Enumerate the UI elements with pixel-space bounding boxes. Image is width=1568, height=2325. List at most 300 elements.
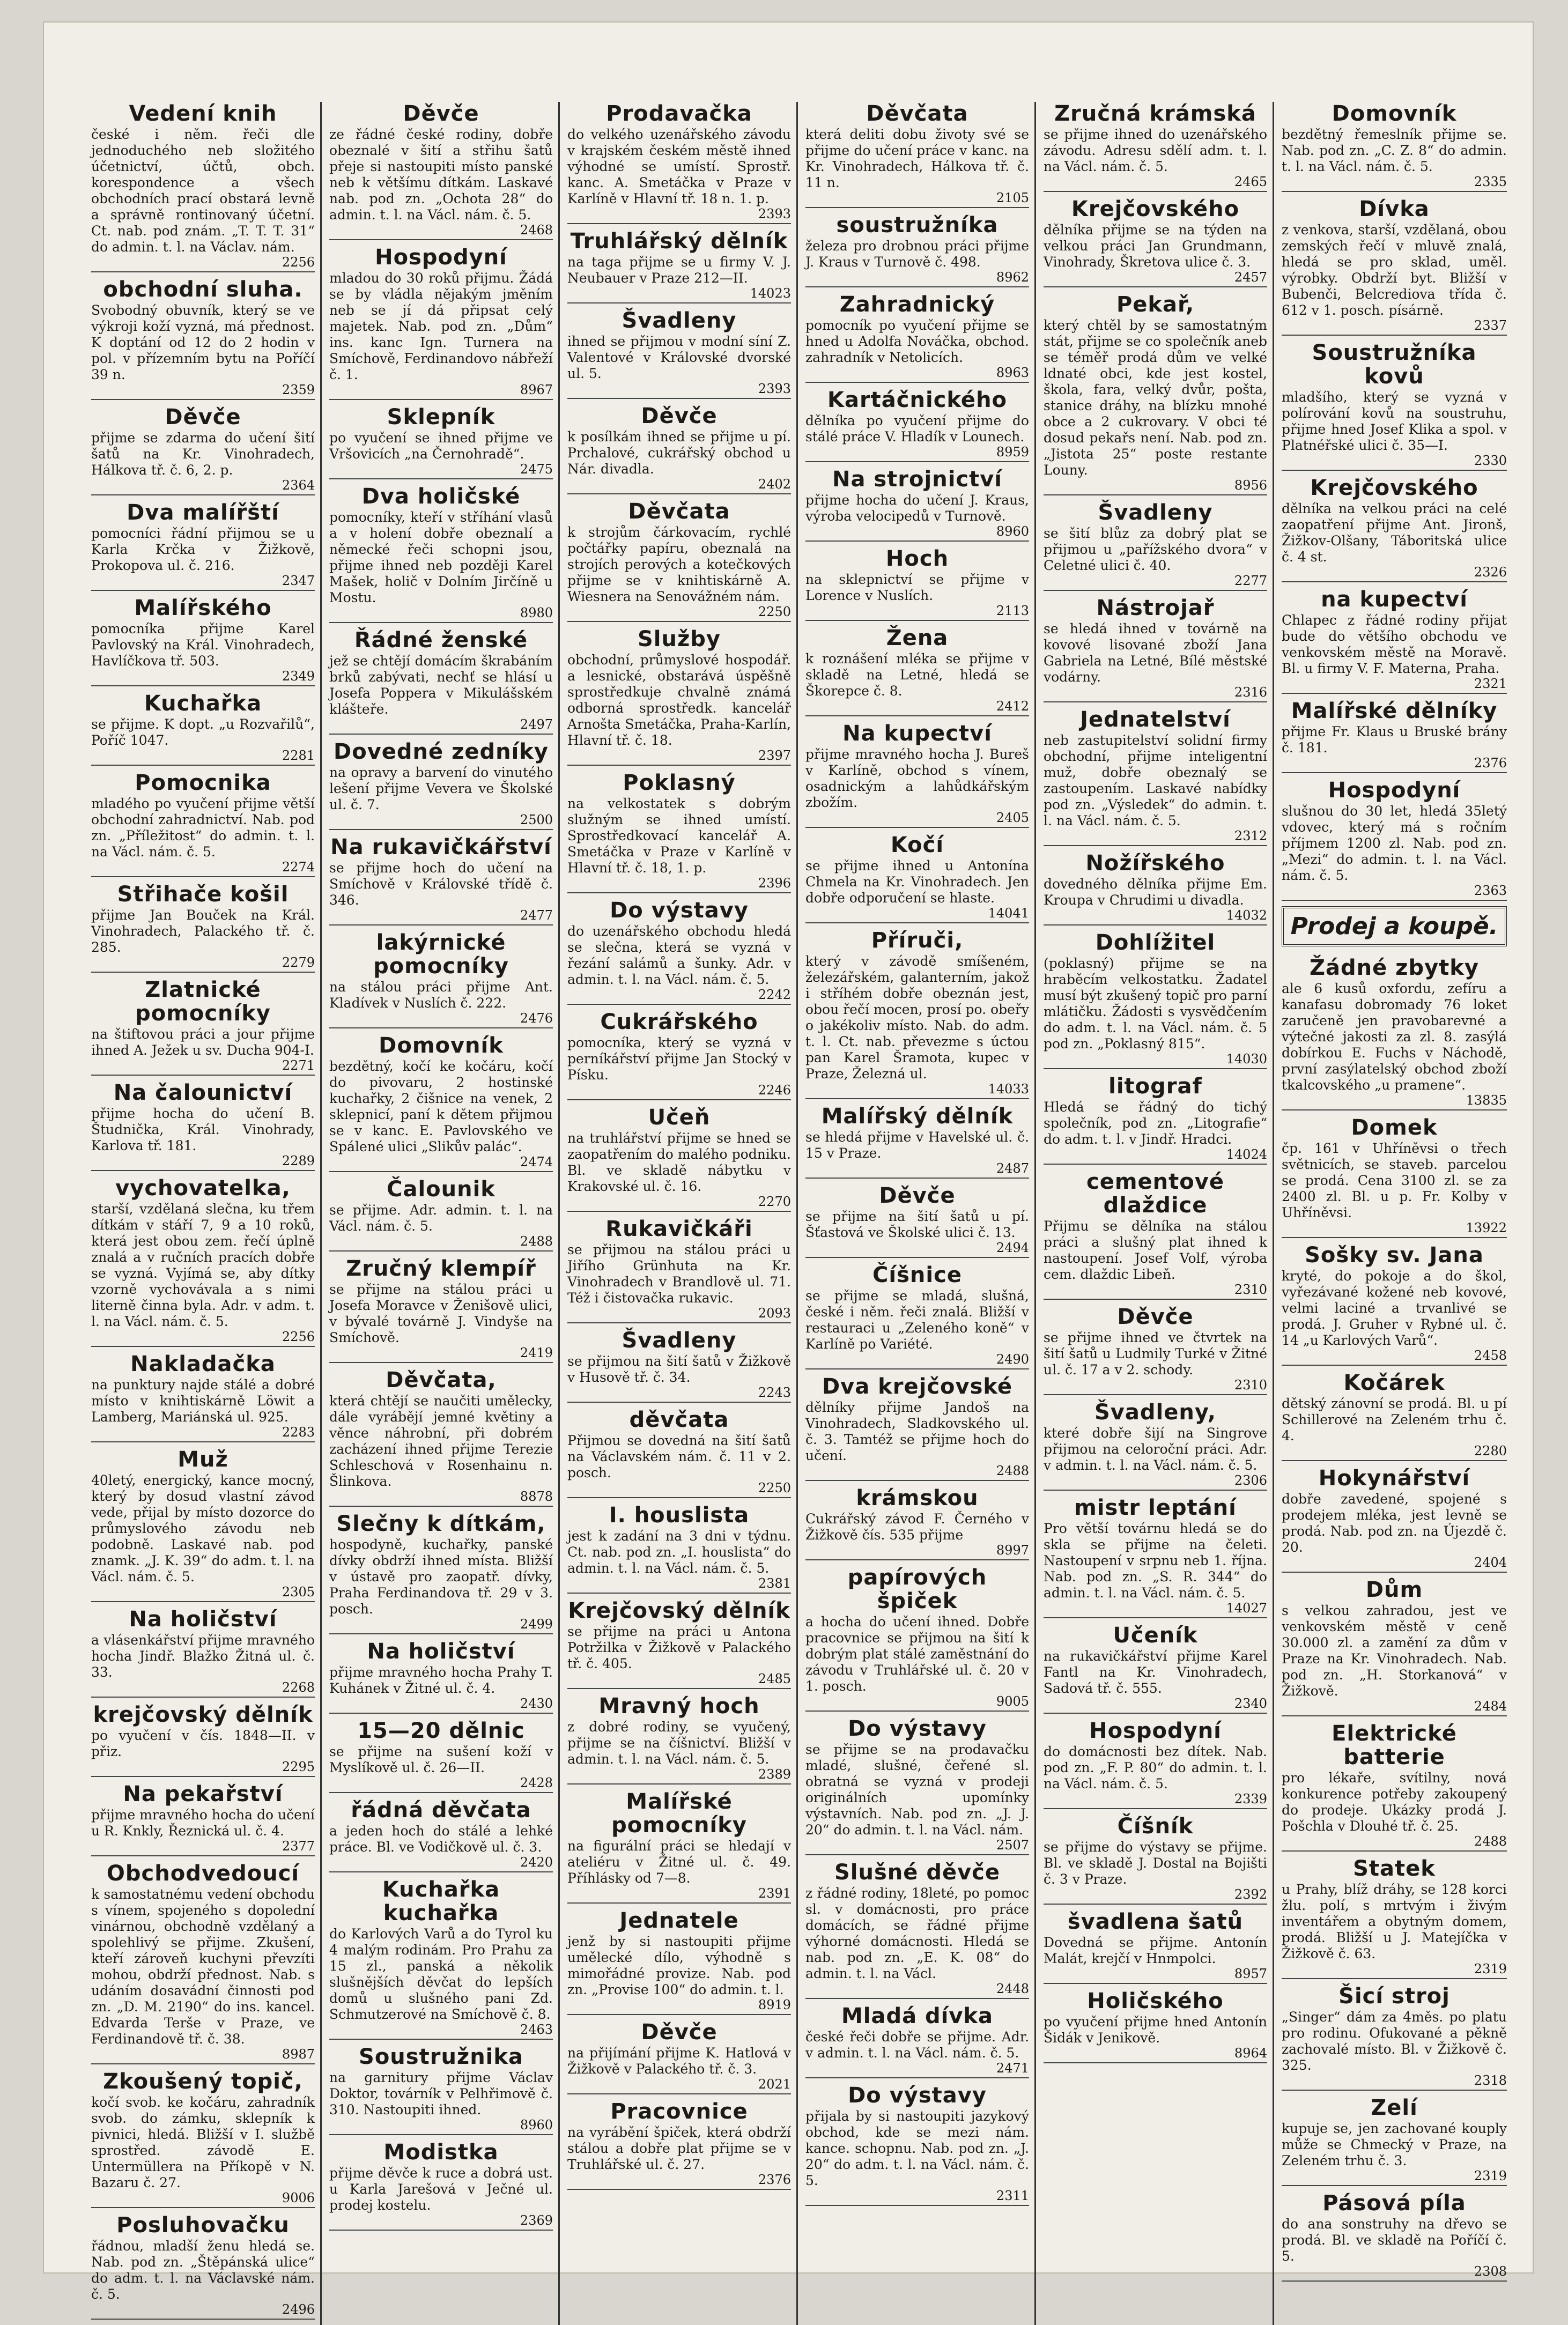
ad-number: 2392 <box>1234 1887 1267 1902</box>
ad-text: které dobře šijí na Singrove přijmou na celoroční práci. Adr. v admin. t. l. na Václ. nám. č. 5. <box>1044 1425 1267 1473</box>
column-5 <box>1044 102 1274 2325</box>
classified-ad <box>91 405 315 495</box>
ad-title: Cukrářského <box>600 1010 758 1034</box>
ad-title: Krejčovský dělník <box>568 1598 790 1623</box>
classified-ad <box>91 596 315 686</box>
ad-number: 2363 <box>1474 883 1507 898</box>
ad-title: vychovatelka, <box>115 1176 291 1201</box>
ad-text: 40letý, energický, kance mocný, který by dosud vlastní závod vede, přijal by místo dozorce do průmyslového závodu neb podobně. Laskavé nab. pod znamk. „J. K. 39“ do adm. t. l. na Václ. nám. č. 5. <box>91 1472 315 1584</box>
ad-text: pomocníky, kteří v stříhání vlasů a v holení dobře obeznalí a německé řeči schopni jsou, přijme ihned neb později Karel Mašek, holič v Dolním Jirčíně u Mostu. <box>329 509 553 605</box>
ad-text: železa pro drobnou práci přijme J. Kraus v Turnově č. 498. <box>805 238 1029 270</box>
ad-text: přijme mravného hocha J. Bureš v Karlíně, obchod s vínem, osadnickým a lahůdkářským zbožím. <box>805 746 1029 810</box>
ad-title: Soustružníka kovů <box>1312 340 1477 389</box>
ad-title: Domek <box>1351 1115 1438 1140</box>
classified-ad <box>91 1782 315 1856</box>
ad-title: Šicí stroj <box>1338 1984 1450 2009</box>
ad-title: Děvče <box>165 405 241 430</box>
ad-number: 2281 <box>282 748 315 763</box>
ad-title: Jednatelství <box>1080 707 1231 732</box>
ad-number: 8980 <box>520 605 553 620</box>
ad-title: Hokynářství <box>1318 1466 1470 1491</box>
ad-number: 2500 <box>520 812 553 827</box>
classified-ad <box>805 722 1029 828</box>
classified-ad <box>805 929 1029 1099</box>
classified-ad <box>567 2020 791 2094</box>
ad-text: Cukrářský závod F. Černého v Žižkově čís. 535 přijme <box>805 1511 1029 1543</box>
ad-title: na kupectví <box>1321 587 1468 612</box>
ad-text: ze řádné české rodiny, dobře obeznalé v šití a střihu šatů přeje si nastoupiti místo panské neb k většímu dítkám. Laskavé nab. pod zn. „Ochota 28“ do admin. t. l. na Václ. nám. č. 5. <box>329 127 553 223</box>
classified-ad <box>1282 102 1507 192</box>
ad-number: 2420 <box>520 1855 553 1870</box>
ad-title: Pekař, <box>1116 292 1195 317</box>
ad-number: 2359 <box>282 382 315 397</box>
ad-title: Střihače košil <box>117 882 289 907</box>
classified-ad <box>91 978 315 1076</box>
ad-title: Děvčata, <box>386 1368 497 1393</box>
classified-ad <box>567 2100 791 2190</box>
ad-text: slušnou do 30 let, hledá 35letý vdovec, který má s ročním příjmem 1200 zl. Nab. pod zn. „Mezi“ do admin. t. l. na Václ. nám. č. 5. <box>1282 803 1507 883</box>
ad-text: pomocník po vyučení přijme se hned u Adolfa Nováčka, obchod. zahradník v Netolicích. <box>805 317 1029 365</box>
ad-number: 2397 <box>758 748 791 763</box>
column-4 <box>805 102 1036 2325</box>
ad-title: Dovedné zedníky <box>334 739 549 764</box>
classified-ad <box>329 1798 553 1872</box>
ad-title: Krejčovského <box>1310 476 1478 500</box>
ad-number: 8997 <box>996 1543 1029 1558</box>
classified-ad <box>1044 708 1267 846</box>
column-3 <box>567 102 798 2325</box>
ad-text: dělníka přijme se na týden na velkou práci Jan Grundmann, Vinohrady, Škretova ulice č. 3. <box>1044 222 1267 270</box>
ad-title: Malířský dělník <box>821 1104 1014 1129</box>
ad-title: Statek <box>1353 1856 1436 1881</box>
classified-ad <box>91 1081 315 1171</box>
ad-title: Malířského <box>134 596 272 620</box>
ad-title: Na pekařství <box>123 1782 283 1806</box>
ad-text: dělníka na velkou práci na celé zaopatření přijme Ant. Jironš, Žižkov-Olšany, Táboritská ulice č. 4 st. <box>1282 501 1507 565</box>
ad-number: 2419 <box>520 1345 553 1360</box>
classified-ad <box>567 1329 791 1403</box>
classified-ad <box>1282 476 1507 582</box>
ad-text: na vyrábění špiček, která obdrží stálou a dobře plat přijme se v Truhlářské ul. č. 27. <box>567 2124 791 2172</box>
ad-text: a hocha do učení ihned. Dobře pracovnice se přijmou na šití k dobrým plat stálé zaměstnání do závodu v Truhlářské ul. č. 20 v 1. posch. <box>805 1614 1029 1694</box>
classified-ad <box>1282 956 1507 1110</box>
ad-text: mladého po vyučení přijme větší obchodní zahradnictví. Nab. pod zn. „Příležitost“ do admin. t. l. na Václ. nám. č. 5. <box>91 796 315 860</box>
classified-ad <box>567 1790 791 1904</box>
ad-title: papírových špiček <box>847 1565 987 1613</box>
ad-text: přijme mravného hocha do učení u R. Knkly, Řeznická ul. č. 4. <box>91 1807 315 1839</box>
ad-number: 2310 <box>1234 1282 1267 1297</box>
ad-number: 2274 <box>282 860 315 875</box>
ad-number: 2499 <box>520 1617 553 1632</box>
classified-ad <box>1282 1243 1507 1366</box>
classified-ad <box>567 1694 791 1785</box>
ad-text: k roznášení mléka se přijme v skladě na Letné, hledá se Škorepce č. 8. <box>805 651 1029 699</box>
ad-number: 2340 <box>1234 1696 1267 1711</box>
classified-ad <box>1044 1910 1267 1984</box>
classified-ad <box>567 1217 791 1323</box>
ad-text: se hledá přijme v Havelské ul. č. 15 v Praze. <box>805 1129 1029 1161</box>
sale-section-banner: Prodej a koupě. <box>1282 906 1507 946</box>
ad-number: 14030 <box>1226 1052 1267 1067</box>
classified-ad <box>1044 931 1267 1069</box>
ad-title: Na holičství <box>367 1639 515 1664</box>
classified-ad <box>91 771 315 877</box>
ad-number: 2310 <box>1234 1378 1267 1393</box>
classified-ad <box>567 1408 791 1498</box>
ad-text: se přijme na práci u Antona Potržilka v Žižkově v Palackého tř. č. 405. <box>567 1624 791 1671</box>
classified-ad <box>805 2084 1029 2206</box>
classified-ad <box>329 1178 553 1252</box>
classified-ad <box>329 1719 553 1793</box>
ad-title: Kuchařka kuchařka <box>382 1877 500 1926</box>
ad-title: Modistka <box>383 2140 499 2165</box>
classified-ad <box>1044 1401 1267 1491</box>
ad-text: se přijme ihned do uzenářského závodu. Adresu sdělí adm. t. l. na Václ. nám. č. 5. <box>1044 127 1267 174</box>
classified-ad <box>329 2045 553 2135</box>
ad-number: 8919 <box>758 1997 791 2012</box>
ad-text: se přijmou na šití šatů v Žižkově v Husově tř. č. 34. <box>567 1353 791 1385</box>
classified-ad <box>805 1375 1029 1481</box>
ad-number: 9005 <box>996 1694 1029 1709</box>
ad-title: Na holičství <box>129 1607 277 1632</box>
ad-title: lakýrnické pomocníky <box>373 930 509 979</box>
ad-number: 2477 <box>520 908 553 923</box>
ad-number: 2105 <box>996 190 1029 205</box>
classified-ad <box>91 1608 315 1698</box>
ad-text: po vyučení se ihned přijme ve Vršovicích „na Černohradě“. <box>329 430 553 462</box>
ad-number: 14024 <box>1226 1147 1267 1162</box>
classified-ad <box>1044 1989 1267 2063</box>
ad-number: 2242 <box>758 987 791 1002</box>
ad-text: Svobodný obuvník, který se ve výkroji koží vyzná, má přednost. K doptání od 12 do 2 hodin v pol. v přízemním bytu na Poříčí 39 n. <box>91 302 315 382</box>
ad-number: 2393 <box>758 206 791 221</box>
ad-text: do ana sonstruhy na dřevo se prodá. Bl. ve skladě na Poříčí č. 5. <box>1282 2216 1507 2264</box>
ad-number: 2339 <box>1234 1791 1267 1806</box>
ad-text: jenž by si nastoupiti přijme umělecké dílo, výhodně s mimořádné provize. Nab. pod zn. „Provise 100“ do admin. t. l. <box>567 1934 791 1997</box>
ad-number: 2330 <box>1474 453 1507 468</box>
ad-number: 2402 <box>758 477 791 492</box>
ad-number: 2326 <box>1474 565 1507 580</box>
ad-title: I. houslista <box>609 1503 750 1528</box>
ad-title: Služby <box>638 627 721 651</box>
ad-title: Děvčata <box>866 101 968 126</box>
ad-text: české řeči dobře se přijme. Adr. v admin. t. l. na Václ. nám. č. 5. <box>805 2029 1029 2061</box>
classified-ad <box>1282 1985 1507 2091</box>
ad-title: litograf <box>1108 1074 1202 1099</box>
ad-text: mladou do 30 roků přijmu. Žádá se by vládla nějakým jměním neb se jí dá připsat celý majetek. Nab. pod zn. „Dům“ ins. kanc Ign. Turnera na Smíchově, Ferdinandovo nábřeží č. 1. <box>329 270 553 382</box>
classified-ad <box>1044 596 1267 702</box>
classified-ad <box>1044 851 1267 925</box>
ad-number: 2475 <box>520 462 553 477</box>
classified-ad <box>1044 197 1267 287</box>
ad-number: 2391 <box>758 1886 791 1901</box>
ad-text: z řádné rodiny, 18leté, po pomoc sl. v domácnosti, pro práce domácích, se řádné přijme výhorné domácnosti. Hledá se nab. pod zn. „E. K. 08“ do admin. t. l. na Václ. <box>805 1885 1029 1981</box>
ad-text: na garnitury přijme Václav Doktor, továrník v Pelhřimově č. 310. Nastoupiti ihned. <box>329 2070 553 2117</box>
ad-title: Děvče <box>641 404 718 428</box>
ad-number: 14023 <box>750 286 791 301</box>
ad-text: s velkou zahradou, jest ve venkovském městě v ceně 30.000 zl. a zamění za dům v Praze na Kr. Vinohradech. Nab. pod zn. „H. Storkanová“ v Žižkově. <box>1282 1603 1507 1699</box>
classified-ad <box>91 1176 315 1347</box>
classified-ad <box>1044 1170 1267 1300</box>
ad-number: 2488 <box>1474 1834 1507 1849</box>
ad-title: Na rukavičkářství <box>330 835 552 860</box>
ad-number: 2256 <box>282 1329 315 1344</box>
ad-title: Dívka <box>1359 197 1430 221</box>
classified-ad <box>1044 1719 1267 1809</box>
ad-title: Na strojnictví <box>832 467 1003 492</box>
ad-text: který v závodě smíšeném, železářském, galanterním, jakož i stříhém dobře obeznán jest, obou řečí mocen, prosí po. obeřy o jakékoliv místo. Nab. do adm. t. l. Ct. nab. převezme s úctou pan Karel Šramota, kupec v Praze, Železná ul. <box>805 953 1029 1082</box>
classified-ad <box>567 627 791 766</box>
ad-number: 9006 <box>282 2190 315 2205</box>
ad-title: Nožířského <box>1085 851 1225 876</box>
ad-title: Hospodyní <box>1328 778 1461 803</box>
ad-number: 2488 <box>996 1463 1029 1478</box>
ad-text: se přijme ihned ve čtvrtek na šití šatů u Ludmily Turké v Žitné ul. č. 17 a v 2. schody. <box>1044 1330 1267 1378</box>
ad-title: cementové dlaždice <box>1086 1169 1224 1218</box>
ad-text: mladšího, který se vyzná v polírování kovů na soustruhu, přijme hned Josef Klika a spol. v Platnéřské ulici č. 35—I. <box>1282 389 1507 453</box>
ad-number: 8967 <box>520 382 553 397</box>
ad-number: 2311 <box>996 2188 1029 2203</box>
classified-ad <box>805 1861 1029 1999</box>
ad-number: 2268 <box>282 1680 315 1695</box>
ad-title: Dům <box>1365 1578 1423 1602</box>
ad-text: Chlapec z řádné rodiny přijat bude do většího obchodu ve venkovském městě na Moravě. Bl. u firmy V. F. Materna, Praha. <box>1282 612 1507 676</box>
ad-number: 2280 <box>1474 1443 1507 1458</box>
ad-title: Kuchařka <box>144 691 262 716</box>
classified-ad <box>805 1486 1029 1560</box>
ad-number: 2448 <box>996 1981 1029 1996</box>
ad-title: Pracovnice <box>610 2099 748 2124</box>
ad-number: 2319 <box>1474 1961 1507 1976</box>
ad-number: 2488 <box>520 1234 553 1249</box>
ad-text: čp. 161 v Uhříněvsi o třech světnicích, se staveb. parcelou se prodá. Cena 3100 zl. se za 2400 zl. Bl. u p. Fr. Kolby v Uhříněvsi. <box>1282 1141 1507 1220</box>
classified-ad <box>329 102 553 240</box>
ad-text: se přijme hoch do učení na Smíchově v Královské třídě č. 346. <box>329 860 553 908</box>
ad-title: Žádné zbytky <box>1310 956 1479 980</box>
classified-ad <box>1044 501 1267 591</box>
classified-ad <box>329 1034 553 1172</box>
ad-number: 2485 <box>758 1671 791 1686</box>
ad-title: Zručný klempíř <box>346 1256 536 1281</box>
ad-number: 8960 <box>996 524 1029 539</box>
ad-number: 2487 <box>996 1161 1029 1176</box>
ad-text: se přijme se na prodavačku mladé, slušné, čeřené sl. obratná se vyzná v prodeji originálních upomínky výstavních. Nab. pod zn. „J. J. 20“ do admin. t. l. na Václ. nám. <box>805 1742 1029 1838</box>
ad-title: Číšník <box>1117 1814 1194 1839</box>
ad-number: 2507 <box>996 1838 1029 1853</box>
classified-ad <box>1282 779 1507 901</box>
classified-ad <box>91 883 315 973</box>
classified-ad <box>329 1512 553 1634</box>
ad-number: 2484 <box>1474 1699 1507 1714</box>
classified-ad <box>329 1878 553 2040</box>
ad-title: Děvče <box>1117 1305 1194 1329</box>
ad-title: Děvče <box>403 101 479 126</box>
classified-ad <box>1044 293 1267 495</box>
ad-text: na velkostatek s dobrým služným se ihned umístí. Sprostředkovací kancelář A. Smetáčka v Praze v Karlíně v Hlavní tř. č. 18, 1. p. <box>567 796 791 876</box>
classified-ad <box>805 1184 1029 1258</box>
classified-ad <box>1044 1815 1267 1905</box>
ad-title: Vedení knih <box>129 101 277 126</box>
ad-number: 2381 <box>758 1576 791 1591</box>
classified-ad <box>329 2141 553 2231</box>
ad-number: 2312 <box>1234 828 1267 843</box>
classified-ad <box>329 835 553 925</box>
ad-text: přijala by si nastoupiti jazykový obchod, kde se mezi nám. kance. schopnu. Nab. pod zn. „J. 20“ do adm. t. l. na Václ. nám. č. 5. <box>805 2108 1029 2188</box>
ad-text: do domácnosti bez dítek. Nab. pod zn. „F. P. 80“ do admin. t. l. na Václ. nám. č. 5. <box>1044 1744 1267 1791</box>
ad-number: 2318 <box>1474 2073 1507 2088</box>
ad-text: a vlásenkářství přijme mravného hocha Jindř. Blažko Žitná ul. č. 33. <box>91 1632 315 1680</box>
ad-text: Přijmou se dovedná na šití šatů na Václavském nám. č. 11 v 2. posch. <box>567 1433 791 1480</box>
ad-text: se přijme na sušení koží v Myslíkově ul. č. 26—II. <box>329 1744 553 1775</box>
ad-number: 2335 <box>1474 174 1507 189</box>
ad-number: 2243 <box>758 1385 791 1400</box>
ad-title: Domovník <box>1332 101 1457 126</box>
ad-title: Švadleny <box>622 308 737 333</box>
ad-number: 14041 <box>988 906 1029 921</box>
classified-ad <box>805 833 1029 923</box>
ad-number: 2349 <box>282 669 315 684</box>
ad-title: Mravný hoch <box>598 1694 760 1719</box>
classified-ad <box>1282 699 1507 773</box>
ad-text: Hledá se řádný do tichý společník, pod zn. „Litografie“ do adm. t. l. v Jindř. Hradci. <box>1044 1099 1267 1147</box>
ad-title: Kočí <box>890 833 944 857</box>
ad-title: Učeník <box>1113 1623 1198 1648</box>
classified-ad <box>1282 197 1507 336</box>
ad-title: Dva krejčovské <box>822 1374 1013 1399</box>
ad-title: Nakladačka <box>130 1352 276 1376</box>
ad-title: Děvčata <box>628 499 730 524</box>
classified-ad <box>567 229 791 303</box>
newspaper-page <box>43 21 1534 2317</box>
ad-title: Posluhovačku <box>116 2213 290 2238</box>
ad-title: Prodavačka <box>606 101 752 126</box>
classified-ad <box>805 1105 1029 1179</box>
classified-ad <box>91 1862 315 2064</box>
ad-number: 2497 <box>520 717 553 732</box>
ad-title: Na kupectví <box>842 721 992 746</box>
ad-number: 2246 <box>758 1083 791 1098</box>
ad-number: 2113 <box>996 603 1029 618</box>
ad-text: po vyučení přijme hned Antonín Šidák v Jenikově. <box>1044 2014 1267 2046</box>
ad-title: Zelí <box>1371 2096 1418 2120</box>
ad-title: Malířské dělníky <box>1291 699 1498 723</box>
ad-number: 2376 <box>1474 756 1507 771</box>
ad-text: pomocníka přijme Karel Pavlovský na Král. Vinohradech, Havlíčkova tř. 503. <box>91 621 315 669</box>
ad-text: přijme Jan Bouček na Král. Vinohradech, Palackého tř. č. 285. <box>91 907 315 955</box>
ad-text: k posílkám ihned se přijme u pí. Prchalové, cukrářský obchod u Nár. divadla. <box>567 429 791 477</box>
ad-text: přijme mravného hocha Prahy T. Kuhánek v Žitné ul. č. 4. <box>329 1664 553 1696</box>
ad-title: Slušné děvče <box>834 1860 1000 1885</box>
ad-number: 2021 <box>758 2077 791 2092</box>
classified-ad <box>91 692 315 766</box>
ad-number: 2404 <box>1474 1555 1507 1570</box>
ad-text: se hledá ihned v továrně na kovové lisované zboží Jana Gabriela na Letné, Bílé městské vodárny. <box>1044 621 1267 685</box>
classified-ad <box>1282 341 1507 471</box>
ad-title: Holičského <box>1087 1989 1224 2013</box>
ad-text: k samostatnému vedení obchodu s vínem, spojeného s dopolední vinárnou, obchodně vzdělaný a spolehlivý se přijme. Zkušení, kteří zároveň kuchyni převzíti mohou, obdrží přednost. Nab. s udáním dosavádní činnosti pod zn. „D. M. 2190“ do ins. kancel. Edvarda Terše v Praze, ve Ferdinandově tř. č. 38. <box>91 1886 315 2047</box>
classified-ad <box>805 468 1029 542</box>
ad-number: 2364 <box>282 478 315 493</box>
classified-ad <box>1044 1496 1267 1618</box>
ad-text: bezdětný, kočí ke kočáru, kočí do pivovaru, 2 hostinské kuchařky, 2 čišnice na venek, 2 sklepnicí, paní k dětem přijmou se v kanc. E. Pavlovského ve Spálené ulici „Slikův palác“. <box>329 1058 553 1154</box>
classified-ad <box>805 2004 1029 2078</box>
ad-title: řádná děvčata <box>351 1798 531 1823</box>
ad-text: obchodní, průmyslové hospodář. a lesnické, obstarává úspěšně sprostředkuje chvalně známá odborná sprostředk. kancelář Arnošta Smetáčka, Praha-Karlín, Hlavní tř. č. 18. <box>567 652 791 748</box>
ad-text: z dobré rodiny, se vyučený, přijme se na číšnictví. Bližší v admin. t. l. na Václ. nám. č. 5. <box>567 1719 791 1767</box>
classified-ad <box>1044 1075 1267 1165</box>
classified-ad <box>329 740 553 830</box>
ad-number: 2289 <box>282 1153 315 1168</box>
ad-title: Do výstavy <box>610 898 749 923</box>
classified-ad <box>567 102 791 224</box>
ad-text: na truhlářství přijme se hned se zaopatřením do malého podniku. Bl. ve skladě nábytku v Krakovské ul. č. 16. <box>567 1130 791 1194</box>
ad-text: přijme hocha do učení B. Študnička, Král. Vinohrady, Karlova tř. 181. <box>91 1106 315 1153</box>
classified-ad <box>1282 1116 1507 1238</box>
classified-ad <box>91 1448 315 1602</box>
classified-ad <box>567 500 791 622</box>
ad-number: 2305 <box>282 1584 315 1600</box>
ad-number: 2430 <box>520 1696 553 1711</box>
ad-text: Dovedná se přijme. Antonín Malát, krejčí v Hnmpolci. <box>1044 1935 1267 1966</box>
ad-title: Děvče <box>641 2020 718 2045</box>
ad-number: 2337 <box>1474 318 1507 333</box>
ad-text: přijme děvče k ruce a dobrá ust. u Karla Jarešová v Ječné ul. prodej kostelu. <box>329 2165 553 2213</box>
classified-ad <box>1282 1371 1507 1461</box>
ad-number: 2412 <box>996 699 1029 714</box>
ad-title: Učeň <box>648 1105 711 1130</box>
ad-title: 15—20 dělnic <box>357 1719 525 1743</box>
ad-number: 2463 <box>520 2022 553 2037</box>
ad-title: krejčovský dělník <box>93 1702 313 1727</box>
ad-title: Malířské pomocníky <box>611 1789 747 1838</box>
ad-title: Zkoušený topič, <box>103 2069 303 2094</box>
ad-text: na štiftovou práci a jour přijme ihned A. Ježek u sv. Ducha 904-I. <box>91 1026 315 1058</box>
ad-title: švadlena šatů <box>1067 1909 1244 1934</box>
ad-text: hospodyně, kuchařky, panské dívky obdrží ihned místa. Bližší v ústavě pro zaopatř. dívky, Praha Ferdinandova tř. 29 v 3. posch. <box>329 1537 553 1617</box>
classified-ad <box>1282 1857 1507 1979</box>
ad-title: soustružníka <box>836 213 999 238</box>
ad-number: 2389 <box>758 1767 791 1782</box>
ad-text: dělníky přijme Jandoš na Vinohradech, Sladkovského ul. č. 3. Tamtéž se přijme hoch do učení. <box>805 1400 1029 1463</box>
ad-text: se přijme. K dopt. „u Rozvařilů“, Poříč 1047. <box>91 716 315 748</box>
ad-number: 2270 <box>758 1194 791 1209</box>
ad-title: Sklepník <box>387 405 495 430</box>
ad-title: Na čalounictví <box>113 1080 293 1105</box>
ad-text: bezdětný řemeslník přijme se. Nab. pod zn. „C. Z. 8“ do admin. t. l. na Václ. nám. č. 5. <box>1282 127 1507 174</box>
ad-text: na opravy a barvení do vinutého lešení přijme Vevera ve Školské ul. č. 7. <box>329 765 553 812</box>
ad-title: Zručná krámská <box>1054 101 1256 126</box>
ad-title: Do výstavy <box>848 2083 987 2108</box>
ad-number: 2277 <box>1234 573 1267 588</box>
ad-text: jež se chtějí domácím škrabáním brků zabývati, nechť se hlásí u Josefa Poppera v Mikulášském klášteře. <box>329 653 553 717</box>
ad-text: pro lékaře, svítilny, nová konkurence potřeby zakoupený do prodeje. Ukázky prodá J. Pošchla v Dlouhé tř. č. 25. <box>1282 1770 1507 1834</box>
ad-text: na přijímání přijme K. Hatlová v Žižkově v Palackého tř. č. 3. <box>567 2045 791 2077</box>
ad-number: 2458 <box>1474 1348 1507 1363</box>
ad-number: 8960 <box>520 2117 553 2133</box>
ad-title: Švadleny <box>1098 500 1213 525</box>
ad-number: 2465 <box>1234 174 1267 189</box>
classified-ad <box>567 1010 791 1100</box>
classified-ad <box>805 293 1029 383</box>
ad-text: se šití blůz za dobrý plat se přijmou u „pařížského dvora“ v Celetné ulici č. 40. <box>1044 525 1267 573</box>
ad-text: neb zastupitelství solidní firmy obchodní, přijme inteligentní muž, dobře obeznalý se zastoupením. Laskavé nabídky pod zn. „Výsledek“ do admin. t. l. na Václ. nám. č. 5. <box>1044 732 1267 828</box>
ad-title: obchodní sluha. <box>103 277 303 302</box>
ad-title: Děvče <box>879 1183 956 1208</box>
classified-ad <box>1282 1722 1507 1852</box>
ad-number: 8962 <box>996 270 1029 285</box>
ad-text: přijme se zdarma do učení šití šatů na Kr. Vinohradech, Hálkova tř. č. 6, 2. p. <box>91 430 315 478</box>
ad-text: na figurální práci se hledají v ateliéru v Žitné ul. č. 49. Příhlásky od 7—8. <box>567 1838 791 1886</box>
